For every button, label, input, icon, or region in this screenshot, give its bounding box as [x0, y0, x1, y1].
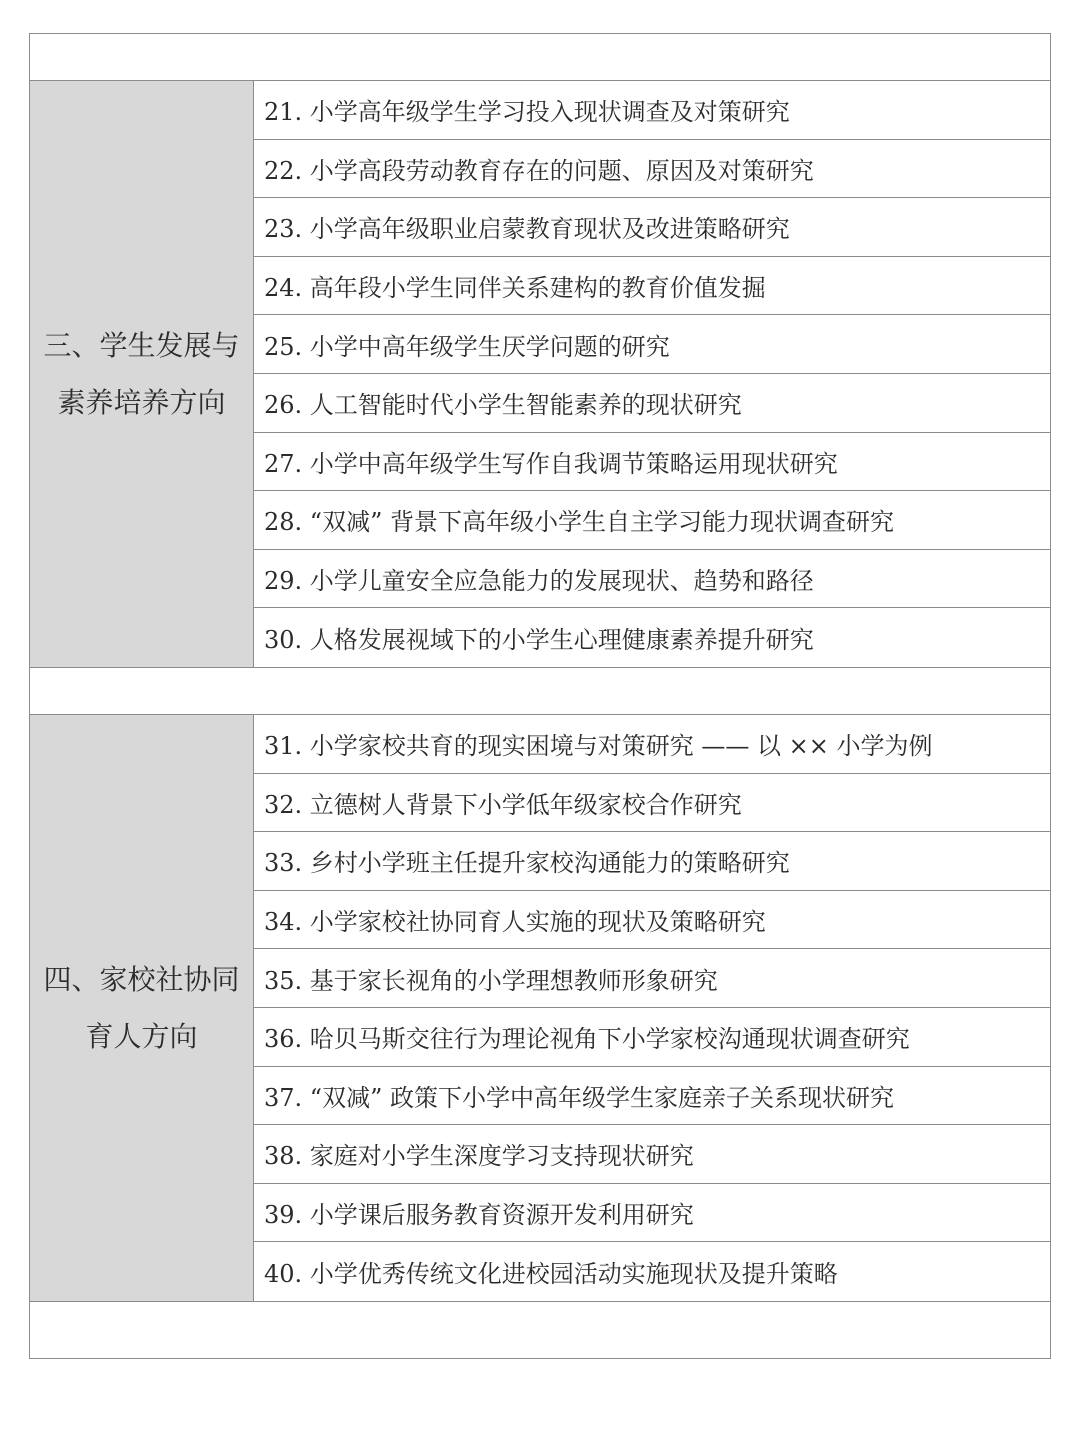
topic-item: 25. 小学中高年级学生厌学问题的研究: [254, 315, 1050, 374]
topic-item: 34. 小学家校社协同育人实施的现状及策略研究: [254, 891, 1050, 950]
topic-item: 37. “双减” 政策下小学中高年级学生家庭亲子关系现状研究: [254, 1067, 1050, 1126]
topic-item: 35. 基于家长视角的小学理想教师形象研究: [254, 949, 1050, 1008]
topic-list: [254, 81, 1050, 667]
section-label: [30, 81, 254, 667]
topic-item: 39. 小学课后服务教育资源开发利用研究: [254, 1184, 1050, 1243]
topic-item: 22. 小学高段劳动教育存在的问题、原因及对策研究: [254, 140, 1050, 199]
table-spacer-row: [30, 34, 1050, 81]
table-spacer-row: [30, 1302, 1050, 1358]
topic-item: 30. 人格发展视域下的小学生心理健康素养提升研究: [264, 626, 814, 655]
topic-item: 21. 小学高年级学生学习投入现状调查及对策研究: [254, 81, 1050, 140]
topic-item: 33. 乡村小学班主任提升家校沟通能力的策略研究: [254, 832, 1050, 891]
section-student-development: [30, 81, 1050, 668]
topic-item: 24. 高年段小学生同伴关系建构的教育价值发掘: [254, 257, 1050, 316]
topic-item: 38. 家庭对小学生深度学习支持现状研究: [254, 1125, 1050, 1184]
table-spacer-row: [30, 668, 1050, 715]
section-label-line: 四、家校社协同: [43, 962, 240, 996]
section-label-line: 素养培养方向: [57, 385, 226, 419]
topic-item: 26. 人工智能时代小学生智能素养的现状研究: [254, 374, 1050, 433]
topic-item: 31. 小学家校共育的现实困境与对策研究 —— 以 ×× 小学为例: [254, 715, 1050, 774]
section-label-line: 三、学生发展与: [43, 328, 240, 362]
topic-item: 23. 小学高年级职业启蒙教育现状及改进策略研究: [254, 198, 1050, 257]
section-label: [30, 715, 254, 1301]
topic-table: [29, 33, 1051, 1359]
section-home-school-cooperation: [30, 715, 1050, 1302]
topic-item: 27. 小学中高年级学生写作自我调节策略运用现状研究: [254, 433, 1050, 492]
topic-item: 36. 哈贝马斯交往行为理论视角下小学家校沟通现状调查研究: [254, 1008, 1050, 1067]
topic-list: [254, 715, 1050, 1301]
topic-item: 28. “双减” 背景下高年级小学生自主学习能力现状调查研究: [254, 491, 1050, 550]
topic-item: 32. 立德树人背景下小学低年级家校合作研究: [254, 774, 1050, 833]
topic-item: 40. 小学优秀传统文化进校园活动实施现状及提升策略: [264, 1260, 838, 1289]
topic-item: 29. 小学儿童安全应急能力的发展现状、趋势和路径: [254, 550, 1050, 609]
section-label-line: 育人方向: [85, 1019, 198, 1053]
